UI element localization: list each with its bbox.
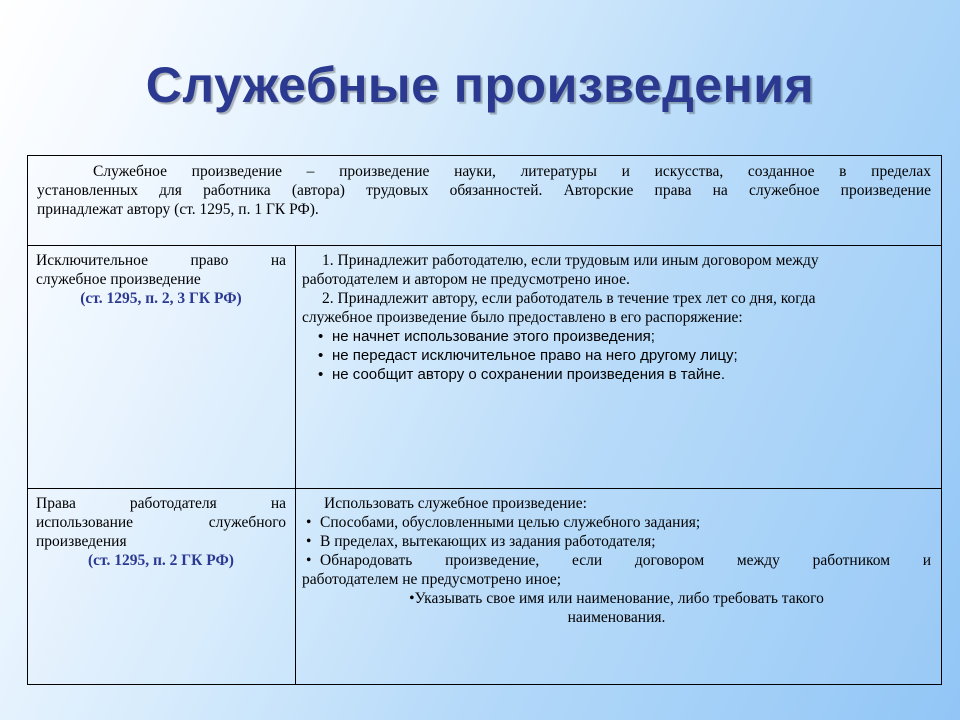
row-label	[28, 245, 295, 488]
list-heading: Использовать служебное произведение:	[324, 495, 587, 512]
law-reference: (ст. 1295, п. 2, 3 ГК РФ)	[80, 290, 242, 307]
list-item: • не сообщит автору о сохранении произведения в тайне.	[318, 366, 726, 383]
point-line: работодателем и автором не предусмотрено иное.	[302, 271, 630, 288]
law-reference: (ст. 1295, п. 2 ГК РФ)	[88, 552, 234, 569]
list-item-continued: наименования.	[567, 609, 666, 626]
bullet-dot-icon: •	[306, 514, 312, 531]
list-item: • В пределах, вытекающих из задания работодателя;	[306, 533, 656, 550]
list-item: • не начнет использование этого произведения;	[318, 328, 655, 345]
point-line: 1. Принадлежит работодателю, если трудовым или иным договором между	[322, 252, 819, 269]
row-content	[295, 488, 941, 684]
label-line: Права работодателя на	[36, 495, 286, 512]
point-line: служебное произведение было предоставлено в его распоряжение:	[302, 309, 743, 326]
bullet-dot-icon: •	[318, 328, 324, 345]
intro-cell	[28, 156, 941, 245]
intro-line: Служебное произведение – произведение науки, литературы и искусства, созданное в пределах	[93, 163, 931, 180]
list-item: • не передаст исключительное право на него другому лицу;	[318, 347, 738, 364]
slide-title: Служебные произведения	[145, 57, 815, 113]
content-table	[27, 155, 942, 685]
label-line: произведения	[36, 533, 127, 550]
list-item: •Указывать свое имя или наименование, либо требовать такого	[409, 590, 824, 607]
bullet-dot-icon: •	[318, 366, 324, 383]
label-line: Исключительное право на	[36, 252, 286, 269]
bullet-dot-icon: •	[306, 552, 312, 569]
label-line: использование служебного	[36, 514, 286, 531]
list-item-continued: работодателем не предусмотрено иное;	[302, 571, 562, 588]
list-item: • Обнародовать произведение, если договором между работником и	[306, 552, 931, 569]
row-content	[295, 245, 941, 488]
label-line: служебное произведение	[36, 271, 201, 288]
row-label	[28, 488, 295, 684]
bullet-dot-icon: •	[318, 347, 324, 364]
intro-line: установленных для работника (автора) трудовых обязанностей. Авторские права на служебное произведение	[37, 182, 931, 199]
point-line: 2. Принадлежит автору, если работодатель в течение трех лет со дня, когда	[322, 290, 816, 307]
intro-line: принадлежат автору (ст. 1295, п. 1 ГК РФ).	[37, 201, 319, 218]
list-item: • Способами, обусловленными целью служебного задания;	[306, 514, 701, 531]
bullet-dot-icon: •	[306, 533, 312, 550]
